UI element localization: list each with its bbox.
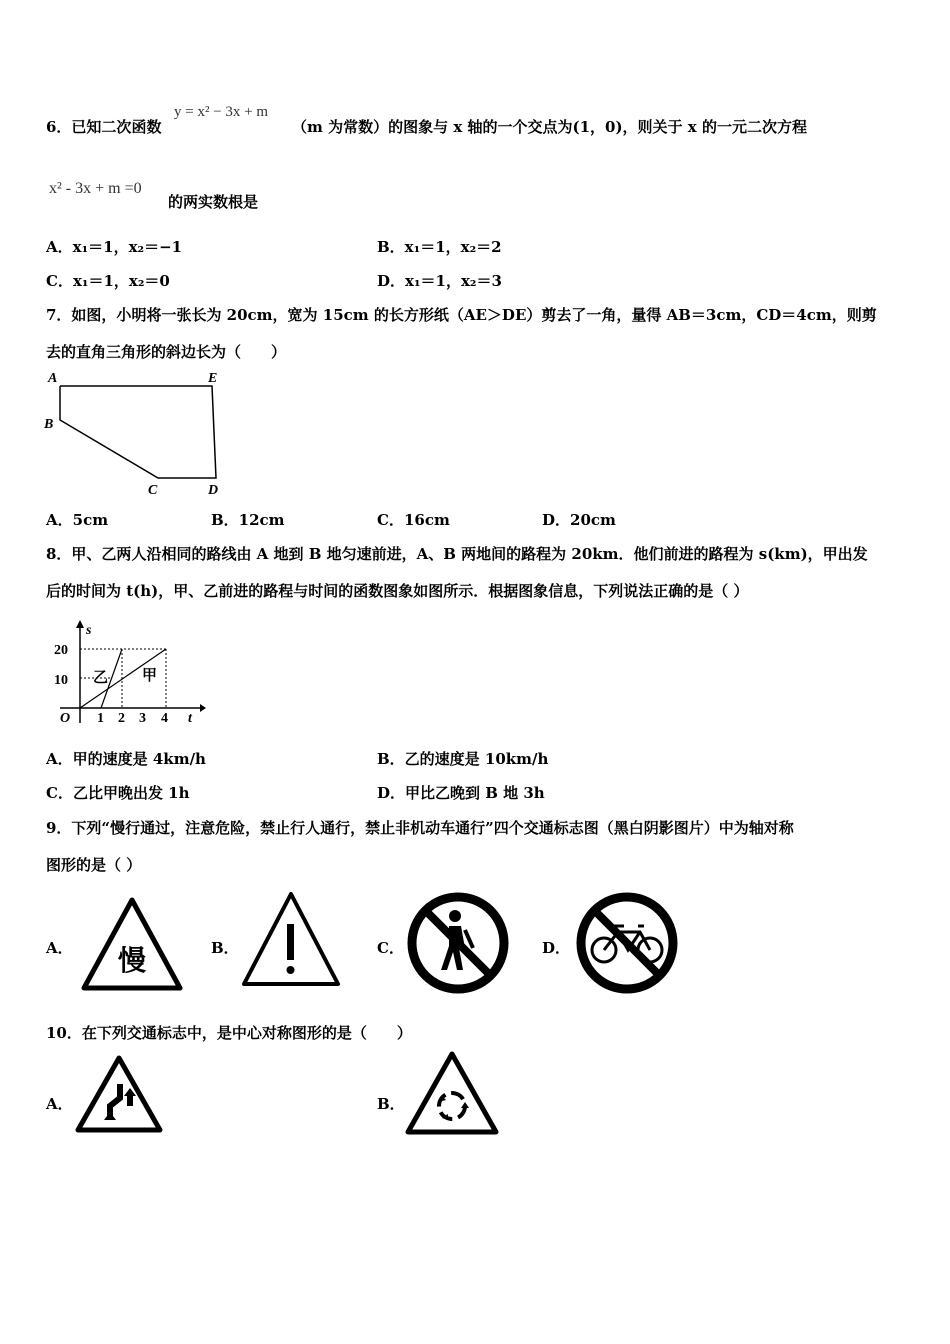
q7-option-b: B．12cm [211,511,285,529]
q8-line1: 8．甲、乙两人沿相同的路线由 A 地到 B 地匀速前进，A、B 两地间的路程为 20km．他们前进的路程为 s(km)，甲出发 [46,545,868,563]
q10-option-b-label: B． [377,1095,405,1113]
danger-sign-icon [240,890,342,988]
q7-line1: 7．如图，小明将一张长为 20cm，宽为 15cm 的长方形纸（AE＞DE）剪去了一角，量得 AB＝3cm，CD＝4cm，则剪 [46,306,877,324]
q6-prefix: 6．已知二次函数 [46,118,162,136]
q8-option-c: C．乙比甲晚出发 1h [46,784,190,802]
q8-x-tick-2: 2 [118,711,125,726]
q6-tail: 的两实数根是 [168,193,259,211]
q7-label-b: B [44,417,54,432]
q7-option-a: A．5cm [46,511,109,529]
q9-line2: 图形的是（ ） [46,856,142,874]
q6-option-d: D．x₁＝1，x₂＝3 [377,272,502,290]
q6-option-b: B．x₁＝1，x₂＝2 [377,238,502,256]
q8-x-tick-3: 3 [139,711,146,726]
q7-line2: 去的直角三角形的斜边长为（ ） [46,343,287,361]
q8-x-tick-4: 4 [161,711,168,726]
q7-option-d: D．20cm [542,511,616,529]
q8-line2: 后的时间为 t(h)，甲、乙前进的路程与时间的函数图象如图所示．根据图象信息，下列说法正确的是（ ） [46,582,749,600]
q7-label-a: A [48,371,58,386]
q8-origin: O [60,711,71,726]
q8-y-tick-10: 10 [54,673,68,688]
q7-label-d: D [208,483,219,498]
q10-option-a-label: A． [46,1095,73,1113]
q8-label-yi: 乙 [93,668,109,686]
q7-figure [40,366,230,498]
roundabout-sign-icon [404,1050,500,1136]
slow-sign-character: 慢 [117,944,147,977]
q9-line1: 9．下列“慢行通过，注意危险，禁止行人通行，禁止非机动车通行”四个交通标志图（黑白阴影图片）中为轴对称 [46,819,794,837]
q8-option-d: D．甲比乙晚到 B 地 3h [377,784,545,802]
no-bicycle-sign-icon [574,890,680,996]
q8-option-a: A．甲的速度是 4km/h [46,750,206,768]
q7-label-e: E [208,371,218,386]
q6-equation: x² - 3x + m =0 [49,180,142,197]
q7-label-c: C [148,483,158,498]
q9-option-b-label: B． [211,939,239,957]
q8-option-b: B．乙的速度是 10km/h [377,750,549,768]
q6-formula: y = x² − 3x + m [174,104,269,120]
double-bend-sign-icon [74,1054,164,1134]
q8-graph [50,618,206,730]
q9-option-d-label: D． [542,939,571,957]
q8-s-label: s [86,623,92,638]
q6-option-a: A．x₁＝1，x₂＝−1 [46,238,183,256]
q9-option-a-label: A． [46,939,73,957]
q9-option-c-label: C． [377,939,404,957]
q8-x-tick-1: 1 [97,711,104,726]
q8-label-jia: 甲 [142,666,158,684]
q10-line1: 10．在下列交通标志中，是中心对称图形的是（ ） [46,1024,412,1042]
no-pedestrian-sign-icon [405,890,511,996]
q8-t-label: t [188,711,192,726]
slow-sign-icon [80,896,184,992]
q7-paper-outline [60,386,216,478]
q6-suffix: （m 为常数）的图象与 x 轴的一个交点为(1，0)，则关于 x 的一元二次方程 [292,118,807,136]
q8-y-tick-20: 20 [54,643,68,658]
q6-option-c: C．x₁＝1，x₂＝0 [46,272,170,290]
q7-option-c: C．16cm [377,511,450,529]
